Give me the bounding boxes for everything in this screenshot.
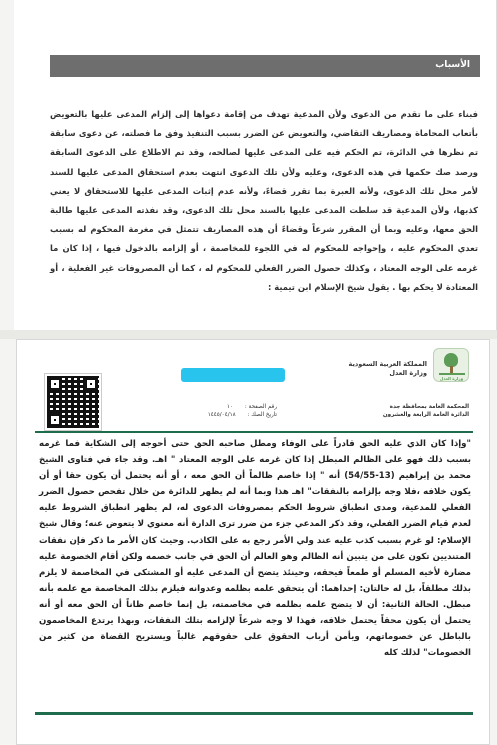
circuit-name: الدائرة العامة الرابعة والعشرون (382, 412, 469, 418)
kingdom-name: المملكة العربية السعودية (348, 360, 427, 368)
section-title: الأسباب (435, 60, 470, 70)
page-separator (0, 330, 497, 339)
deed-date-label: تاريخ الصك : (247, 412, 277, 418)
ministry-name: وزارة العدل (389, 369, 427, 377)
document-page-bottom (16, 339, 490, 745)
document-meta (208, 403, 277, 419)
header-divider (35, 431, 473, 433)
reasons-paragraph: فبناء على ما تقدم من الدعوى ولأن المدعية تهدف من إقامة دعواها إلى إلزام المدعى عليها بالتعويض بأتعاب المحاماة ومصاريف التقاضي، والتعويض عن الضرر بسبب التنفيذ وفق ما فصلته، عن دعوى سابقة تم نظرها في الدائرة، تم الحكم فيه على المدعى عليها لصالحه، وقد تم الاطلاع على الدعوى السابقة ورصد صك حكمها في هذه الدعوى، وعليه ولأن تلك الدعوى انتهت بعدم استحقاق المدعى عليها للسند لأمر محل تلك الدعوى، ولأنه العبرة بما تقرر قضاءً، ولأنه عدم إثبات المدعى عليها للاستحقاق لا يعني كذبها، ولأن المدعية قد سلطت المدعى عليها بالسند محل تلك الدعوى، وقد نفذته المدعى عليها طالبة الحق معها، وعليه وبما أن المقرر شرعاً وقضاءً أن هذه المصاريف تتمثل في مغرمة المحكوم له بسبب تعدي المحكوم عليه ، وإحواجه للمحكوم له في اللجوء للمخاصمة ، أو إلزامه بالدخول فيها ، إذا كان ما غرمه على الوجه المعتاد ، وكذلك حصول الضرر الفعلي للمحكوم له ، كما أن المصروفات غير الفعلية ، أو المعتادة لا يحكم بها . يقول شيخ الإسلام ابن تيمية : (50, 109, 478, 292)
page-number-label: رقم الصفحة : (244, 404, 277, 410)
ministry-header (349, 360, 427, 378)
qr-code-icon (45, 374, 101, 430)
document-page-top (14, 0, 497, 330)
page-number-value: ١٠ (226, 404, 233, 410)
judgment-paragraph: "وإذا كان الذي عليه الحق قادراً على الوفاء ومطل صاحبه الحق حتى أحوجه إلى الشكاية فما غرمه بسبب ذلك فهو على الظالم المبطل إذا كان غرمه على الوجه المعتاد " اهـ. وقد جاء في فتاوى الشيخ محمد بن إبراهيم (13-54/55) أنه " إذا خاصم ظالماً أن الحق معه ، أو أنه يحتمل أن يكون حقا أو أن يكون خلافه ،فلا وجه بإلزامه بالنفقات" اهـ هذا وبما أنه لم يظهر للدائرة من خلال تفحص حصول الضرر الفعلي للمدعية، ومدى انطباق شروط الحكم بمصروفات الدعوى له، لم يظهر انطباق الشروط عليه لعدم قيام الضرر الفعلي، وقد ذكر المدعي جزء من ضرر ترى الدارة أنه معنوي لا يتعوض عنه؛ وقال شيخ الإسلام: لو غرم بسبب كذب عليه عند ولي الأمر رجع به على الكاذب. وحيث كان الأمر ما ذكر فإن نفقات المتنديين تكون على من يتبين أنه الظالم وهو العالم أن الحق في جانب خصمه ولكن أقام الخصومة عليه مضارة لأخيه المسلم أو طمعاً فيحقه، وحينئذ يتضح أن المدعى عليه أو المشتكى في المخاصمة لا يلزم بذلك مطلقاً، بل له حالتان: إحداهما: أن يتحقق علمه بظلمه وعدوانه فيلزم بذلك المخاصمة مع علمه بأنه مبطل. الحالة الثانية: أن لا يتضح علمه بظلمه في مخاصمته، بل إنما خاصم ظاناً أن الحق معه أو أنه يحتمل أن يكون محقاً يحتمل خلافه، فهذا لا وجه شرعاً لإلزامه بتلك النفقات، وبهذا يرتدع المخاصمون بالباطل عن خصوماتهم، ويأمن أرباب الحقوق على حقوقهم غالباً ويستريح القضاة من كثير من الخصومات" لذلك كله (39, 439, 471, 659)
section-title-bar (50, 55, 480, 77)
court-info (383, 403, 469, 419)
ministry-logo-icon (433, 348, 469, 382)
footer-divider (35, 712, 473, 715)
court-name: المحكمة العامة بمحافظة جدة (389, 404, 469, 410)
logo-caption: وزارة العدل (439, 376, 464, 381)
deed-date-value: ١٤٤٥/٠٤/١٨ (207, 412, 236, 418)
redaction-block (181, 368, 285, 382)
